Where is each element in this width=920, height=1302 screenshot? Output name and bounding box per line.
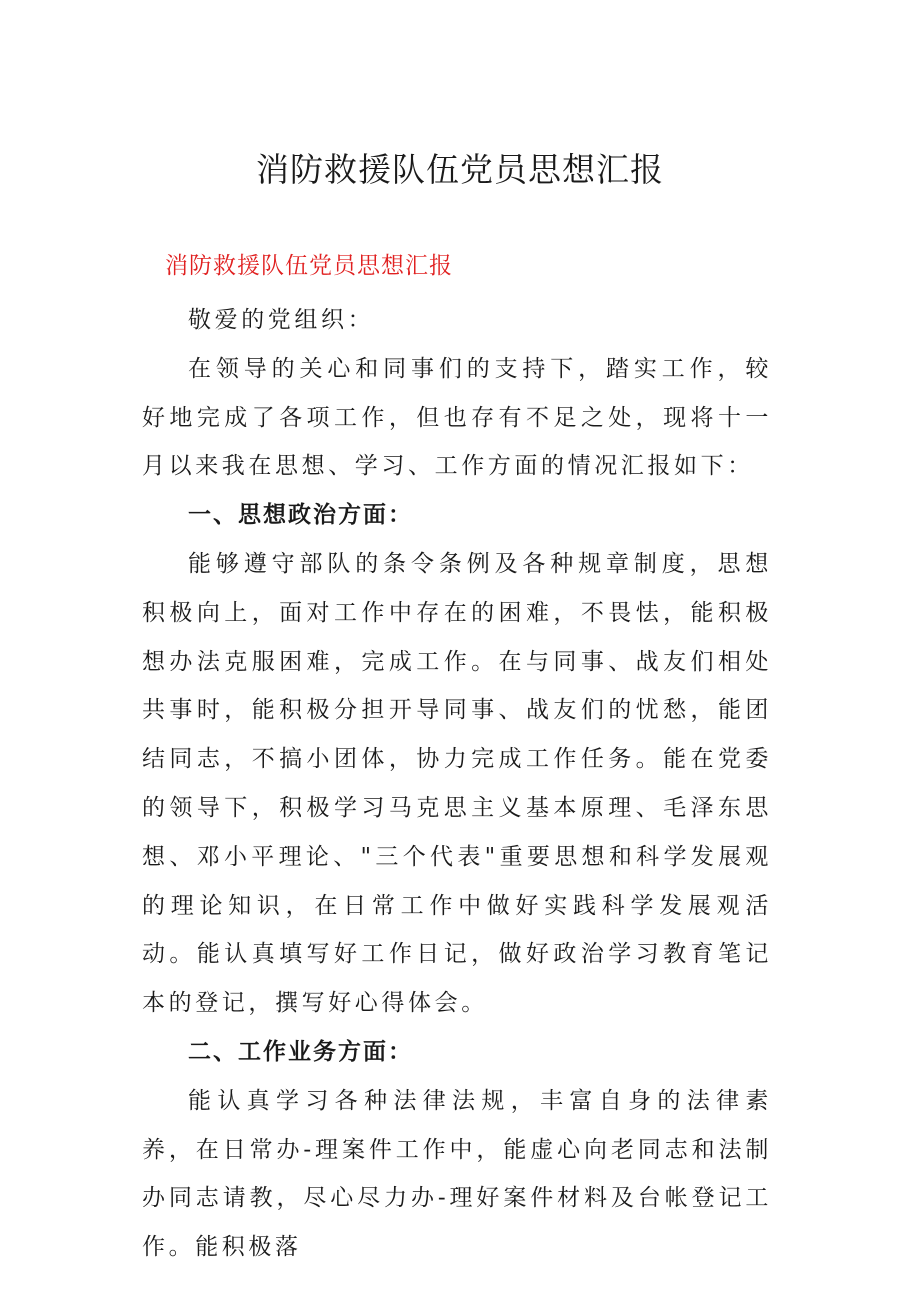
document-body xyxy=(142,296,772,1272)
section-2-paragraph: 能认真学习各种法律法规，丰富自身的法律素养，在日常办-理案件工作中，能虚心向老同志和法制办同志请教，尽心尽力办-理好案件材料及台帐登记工作。能积极落 xyxy=(142,1087,772,1261)
salutation: 敬爱的党组织： xyxy=(188,307,375,333)
document-title: 消防救援队伍党员思想汇报 xyxy=(256,150,664,189)
document-subtitle: 消防救援队伍党员思想汇报 xyxy=(165,253,453,279)
section-1-heading: 一、思想政治方面： xyxy=(188,501,413,529)
intro-paragraph: 在领导的关心和同事们的支持下，踏实工作，较好地完成了各项工作，但也存有不足之处，现将十一月以来我在思想、学习、工作方面的情况汇报如下： xyxy=(142,355,772,480)
section-1-paragraph: 能够遵守部队的条令条例及各种规章制度，思想积极向上，面对工作中存在的困难，不畏怯，能积极想办法克服困难，完成工作。在与同事、战友们相处共事时，能积极分担开导同事、战友们的忧愁，能团结同志，不搞小团体，协力完成工作任务。能在党委的领导下，积极学习马克思主义基本原理、毛泽东思想、邓小平理论、"三个代表"重要思想和科学发展观的理论知识，在日常工作中做好实践科学发展观活动。能认真填写好工作日记，做好政治学习教育笔记本的登记，撰写好心得体会。 xyxy=(142,550,772,1017)
section-2-heading: 二、工作业务方面： xyxy=(188,1037,413,1065)
